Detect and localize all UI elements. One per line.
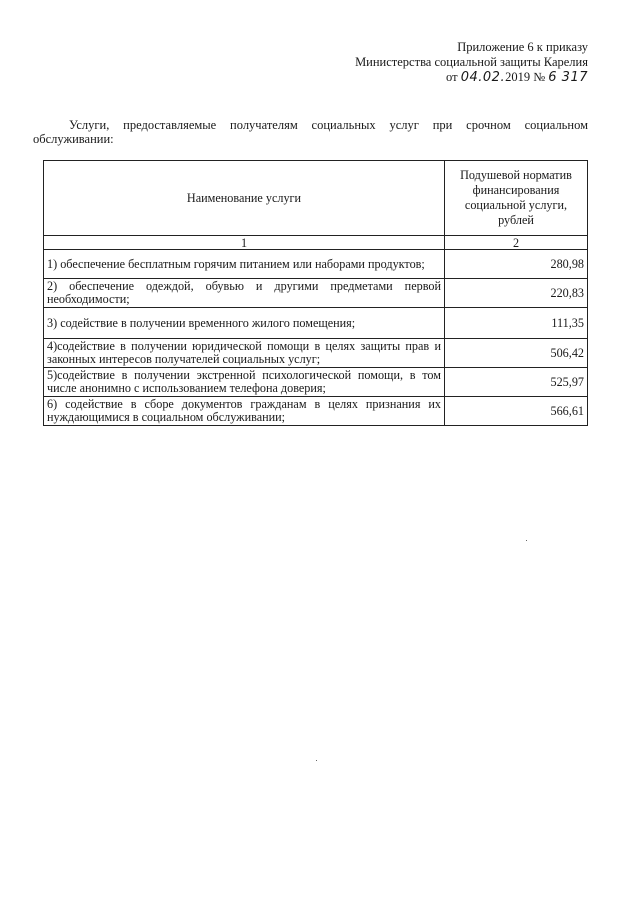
table-header-row xyxy=(44,161,588,236)
order-date-line xyxy=(355,70,588,85)
table-row xyxy=(44,339,588,368)
table-row xyxy=(44,250,588,279)
column-number-1: 1 xyxy=(44,236,445,250)
number-prefix: № xyxy=(533,70,546,84)
service-norm-value: 525,97 xyxy=(445,368,588,397)
document-header xyxy=(355,40,588,85)
service-norm-value: 111,35 xyxy=(445,308,588,339)
date-year: 2019 xyxy=(505,70,531,84)
service-norm-value: 506,42 xyxy=(445,339,588,368)
header-funding-norm: Подушевой норматив финансирования социальной услуги, рублей xyxy=(445,161,588,236)
table-row xyxy=(44,279,588,308)
column-number-row xyxy=(44,236,588,250)
ministry-line: Министерства социальной защиты Карелия xyxy=(355,55,588,69)
service-name: 3) содействие в получении временного жилого помещения; xyxy=(44,308,445,339)
service-name: 6) содействие в сборе документов гражданам в целях признания их нуждающимися в социальном обслуживании; xyxy=(44,397,445,426)
service-name: 4)содействие в получении юридической помощи в целях защиты прав и законных интересов получателей социальных услуг; xyxy=(44,339,445,368)
service-norm-value: 220,83 xyxy=(445,279,588,308)
header-service-name: Наименование услуги xyxy=(44,161,445,236)
service-name: 2) обеспечение одеждой, обувью и другими предметами первой необходимости; xyxy=(44,279,445,308)
service-name: 5)содействие в получении экстренной психологической помощи, в том числе анонимно с использованием телефона доверия; xyxy=(44,368,445,397)
scan-speck xyxy=(316,760,317,761)
table-row xyxy=(44,308,588,339)
service-norm-value: 280,98 xyxy=(445,250,588,279)
scan-speck xyxy=(526,540,527,541)
handwritten-order-number: 6 317 xyxy=(548,70,588,85)
table-row xyxy=(44,397,588,426)
table-row xyxy=(44,368,588,397)
services-table xyxy=(43,160,588,426)
service-name: 1) обеспечение бесплатным горячим питанием или наборами продуктов; xyxy=(44,250,445,279)
appendix-line: Приложение 6 к приказу xyxy=(457,40,588,54)
column-number-2: 2 xyxy=(445,236,588,250)
handwritten-day: 04 xyxy=(460,70,479,85)
date-prefix: от xyxy=(446,70,458,84)
handwritten-month: .02. xyxy=(478,70,506,85)
intro-paragraph: Услуги, предоставляемые получателям социальных услуг при срочном социальном обслуживании: xyxy=(33,118,588,146)
service-norm-value: 566,61 xyxy=(445,397,588,426)
